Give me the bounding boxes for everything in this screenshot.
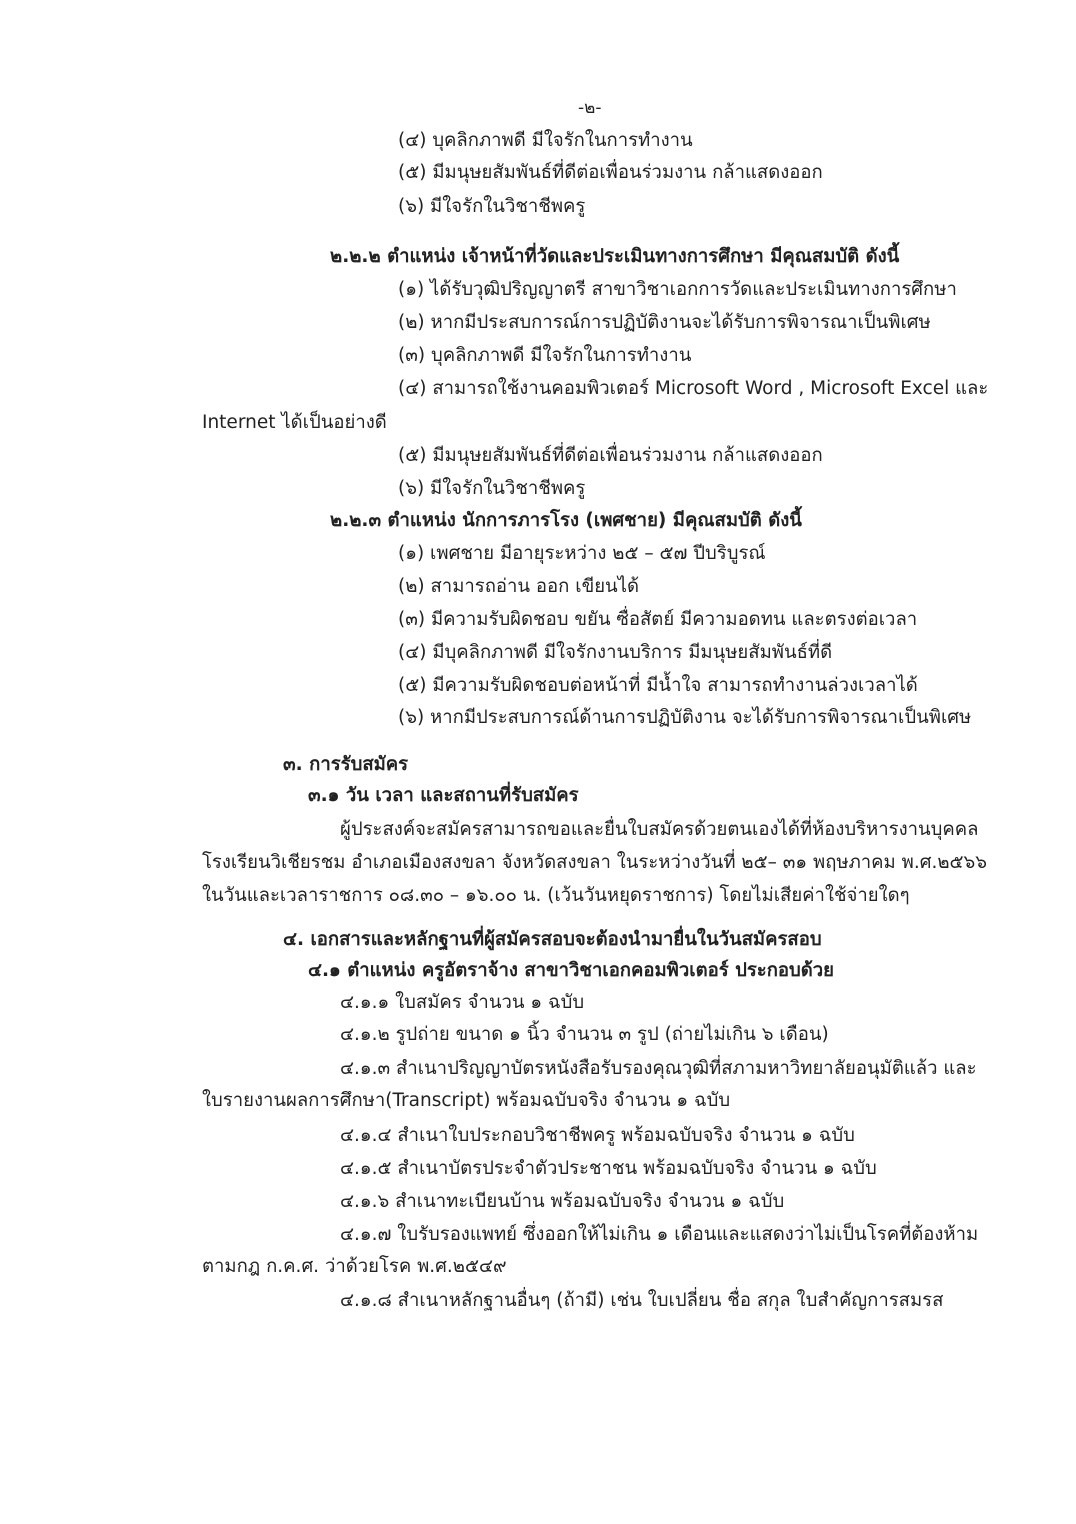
list-item: (๓) มีความรับผิดชอบ ขยัน ซื่อสัตย์ มีความอดทน และตรงต่อเวลา [398,609,918,630]
list-item: (๒) สามารถอ่าน ออก เขียนได้ [398,576,640,597]
list-item-continuation: ใบรายงานผลการศึกษา(Transcript) พร้อมฉบับจริง จำนวน ๑ ฉบับ [202,1090,731,1111]
list-item: ๔.๑.๕ สำเนาบัตรประจำตัวประชาชน พร้อมฉบับจริง จำนวน ๑ ฉบับ [340,1158,877,1179]
list-item: (๖) หากมีประสบการณ์ด้านการปฏิบัติงาน จะได้รับการพิจารณาเป็นพิเศษ [398,707,972,728]
list-item: (๕) มีมนุษยสัมพันธ์ที่ดีต่อเพื่อนร่วมงาน กล้าแสดงออก [398,445,823,466]
list-item: ๔.๑.๗ ใบรับรองแพทย์ ซึ่งออกให้ไม่เกิน ๑ เดือนและแสดงว่าไม่เป็นโรคที่ต้องห้าม [340,1224,979,1245]
list-item: (๑) เพศชาย มีอายุระหว่าง ๒๕ – ๕๗ ปีบริบูรณ์ [398,543,766,564]
section-heading: ๒.๒.๒ ตำแหน่ง เจ้าหน้าที่วัดและประเมินทางการศึกษา มีคุณสมบัติ ดังนี้ [330,246,900,267]
list-item: ๔.๑.๓ สำเนาปริญญาบัตรหนังสือรับรองคุณวุฒิที่สภามหาวิทยาลัยอนุมัติแล้ว และ [340,1058,977,1079]
list-item: (๒) หากมีประสบการณ์การปฏิบัติงานจะได้รับการพิจารณาเป็นพิเศษ [398,312,931,333]
list-item: (๖) มีใจรักในวิชาชีพครู [398,196,586,217]
list-item: (๓) บุคลิกภาพดี มีใจรักในการทำงาน [398,345,692,366]
sub-heading: ๔.๑ ตำแหน่ง ครูอัตราจ้าง สาขาวิชาเอกคอมพิวเตอร์ ประกอบด้วย [308,960,835,981]
section-heading: ๔. เอกสารและหลักฐานที่ผู้สมัครสอบจะต้องนำมายื่นในวันสมัครสอบ [283,929,822,950]
list-item: ๔.๑.๒ รูปถ่าย ขนาด ๑ นิ้ว จำนวน ๓ รูป (ถ่ายไม่เกิน ๖ เดือน) [340,1024,829,1045]
list-item: ๔.๑.๘ สำเนาหลักฐานอื่นๆ (ถ้ามี) เช่น ใบเปลี่ยน ชื่อ สกุล ใบสำคัญการสมรส [340,1290,944,1311]
list-item-continuation: Internet ได้เป็นอย่างดี [202,412,387,433]
list-item-continuation: ตามกฎ ก.ค.ศ. ว่าด้วยโรค พ.ศ.๒๕๔๙ [202,1256,507,1277]
list-item: (๔) บุคลิกภาพดี มีใจรักในการทำงาน [398,130,693,151]
section-heading: ๒.๒.๓ ตำแหน่ง นักการภารโรง (เพศชาย) มีคุณสมบัติ ดังนี้ [330,510,802,531]
paragraph-line: โรงเรียนวิเชียรชม อำเภอเมืองสงขลา จังหวัดสงขลา ในระหว่างวันที่ ๒๕– ๓๑ พฤษภาคม พ.ศ.๒๕๖๖ [202,852,988,873]
paragraph-line: ผู้ประสงค์จะสมัครสามารถขอและยื่นใบสมัครด้วยตนเองได้ที่ห้องบริหารงานบุคคล [340,819,979,840]
sub-heading: ๓.๑ วัน เวลา และสถานที่รับสมัคร [308,785,579,806]
list-item: (๕) มีความรับผิดชอบต่อหน้าที่ มีน้ำใจ สามารถทำงานล่วงเวลาได้ [398,675,918,696]
list-item: ๔.๑.๔ สำเนาใบประกอบวิชาชีพครู พร้อมฉบับจริง จำนวน ๑ ฉบับ [340,1125,855,1146]
section-heading: ๓. การรับสมัคร [283,754,409,775]
list-item: (๕) มีมนุษยสัมพันธ์ที่ดีต่อเพื่อนร่วมงาน กล้าแสดงออก [398,162,823,183]
list-item: (๔) มีบุคลิกภาพดี มีใจรักงานบริการ มีมนุษยสัมพันธ์ที่ดี [398,642,833,663]
paragraph-line: ในวันและเวลาราชการ ๐๘.๓๐ – ๑๖.๐๐ น. (เว้นวันหยุดราชการ) โดยไม่เสียค่าใช้จ่ายใดๆ [202,885,910,906]
list-item: ๔.๑.๑ ใบสมัคร จำนวน ๑ ฉบับ [340,992,585,1013]
list-item: (๖) มีใจรักในวิชาชีพครู [398,478,586,499]
list-item: (๔) สามารถใช้งานคอมพิวเตอร์ Microsoft Word , Microsoft Excel และ [398,378,989,399]
page-number: -๒- [578,98,602,118]
list-item: (๑) ได้รับวุฒิปริญญาตรี สาขาวิชาเอกการวัดและประเมินทางการศึกษา [398,279,957,300]
list-item: ๔.๑.๖ สำเนาทะเบียนบ้าน พร้อมฉบับจริง จำนวน ๑ ฉบับ [340,1191,785,1212]
